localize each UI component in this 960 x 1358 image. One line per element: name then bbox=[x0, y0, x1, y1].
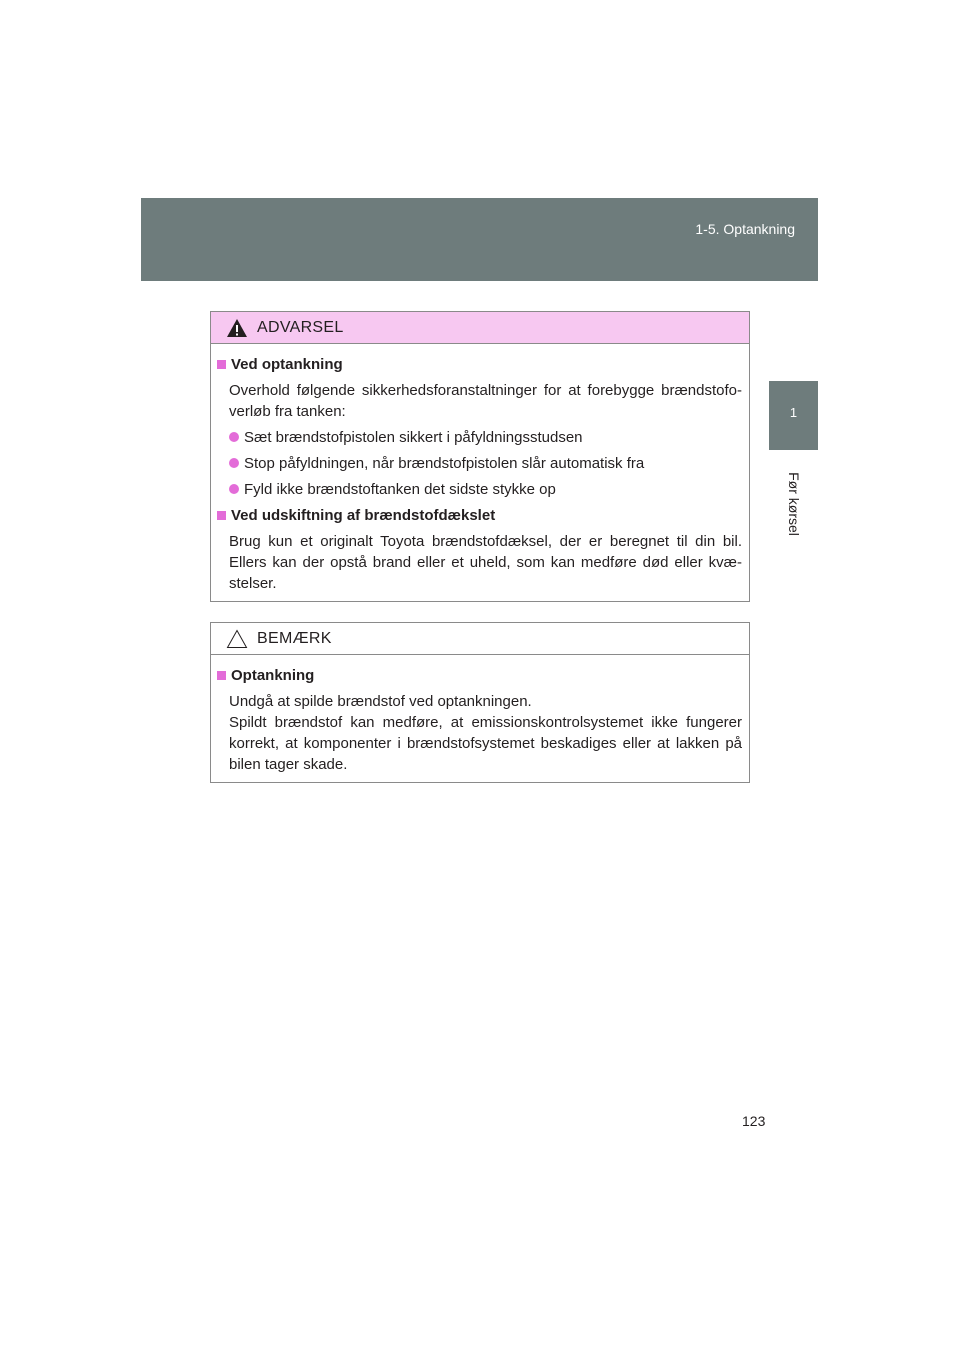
round-bullet-icon bbox=[229, 484, 239, 494]
list-item-text: Fyld ikke brændstoftanken det sidste stykke op bbox=[244, 481, 556, 498]
subheading-text: Ved optankning bbox=[231, 356, 343, 373]
section-title: 1-5. Optankning bbox=[695, 221, 795, 237]
warning-header bbox=[211, 312, 749, 344]
caution-triangle-icon bbox=[226, 629, 248, 649]
warning-subheading-refueling bbox=[217, 354, 742, 375]
notice-subheading-refueling bbox=[217, 665, 742, 686]
section-header-bar bbox=[141, 198, 818, 281]
notice-header bbox=[211, 623, 749, 655]
subheading-text: Ved udskiftning af brændstofdækslet bbox=[231, 507, 496, 524]
chapter-label: Før kørsel bbox=[785, 472, 802, 536]
page-number: 123 bbox=[742, 1113, 766, 1129]
chapter-label-container bbox=[768, 458, 819, 548]
list-item bbox=[217, 427, 742, 448]
warning-title: ADVARSEL bbox=[257, 318, 344, 336]
chapter-tab bbox=[769, 381, 818, 450]
notice-body bbox=[211, 655, 749, 775]
chapter-number: 1 bbox=[789, 405, 798, 420]
warning-subheading-fuel-cap bbox=[217, 505, 742, 526]
warning-fuel-cap-text: Brug kun et originalt Toyota brændstofdæksel, der er beregnet til din bil. Ellers kan der opstå brand eller et uheld, som kan medføre død eller kvæ-stelser. bbox=[229, 533, 742, 592]
list-item-text: Stop påfyldningen, når brændstofpistolen slår automatisk fra bbox=[244, 455, 645, 472]
warning-body bbox=[211, 344, 749, 594]
notice-box bbox=[210, 622, 750, 783]
round-bullet-icon bbox=[229, 432, 239, 442]
list-item-text: Sæt brændstofpistolen sikkert i påfyldningsstudsen bbox=[244, 429, 583, 446]
notice-text-line1: Undgå at spilde brændstof ved optankningen. bbox=[229, 693, 532, 710]
notice-title: BEMÆRK bbox=[257, 629, 332, 647]
warning-box bbox=[210, 311, 750, 602]
notice-text-line2: Spildt brændstof kan medføre, at emissionskontrolsystemet ikke fungerer korrekt, at komponenter i brændstofsystemet beskadiges eller at lakken på bilen tager skade. bbox=[229, 714, 742, 773]
round-bullet-icon bbox=[229, 458, 239, 468]
list-item bbox=[217, 479, 742, 500]
warning-triangle-icon bbox=[226, 318, 248, 338]
square-bullet-icon bbox=[217, 671, 226, 680]
subheading-text: Optankning bbox=[231, 667, 315, 684]
list-item bbox=[217, 453, 742, 474]
square-bullet-icon bbox=[217, 511, 226, 520]
warning-refueling-text: Overhold følgende sikkerhedsforanstaltninger for at forebygge brændstofo-verløb fra tanken: bbox=[229, 382, 742, 420]
square-bullet-icon bbox=[217, 360, 226, 369]
